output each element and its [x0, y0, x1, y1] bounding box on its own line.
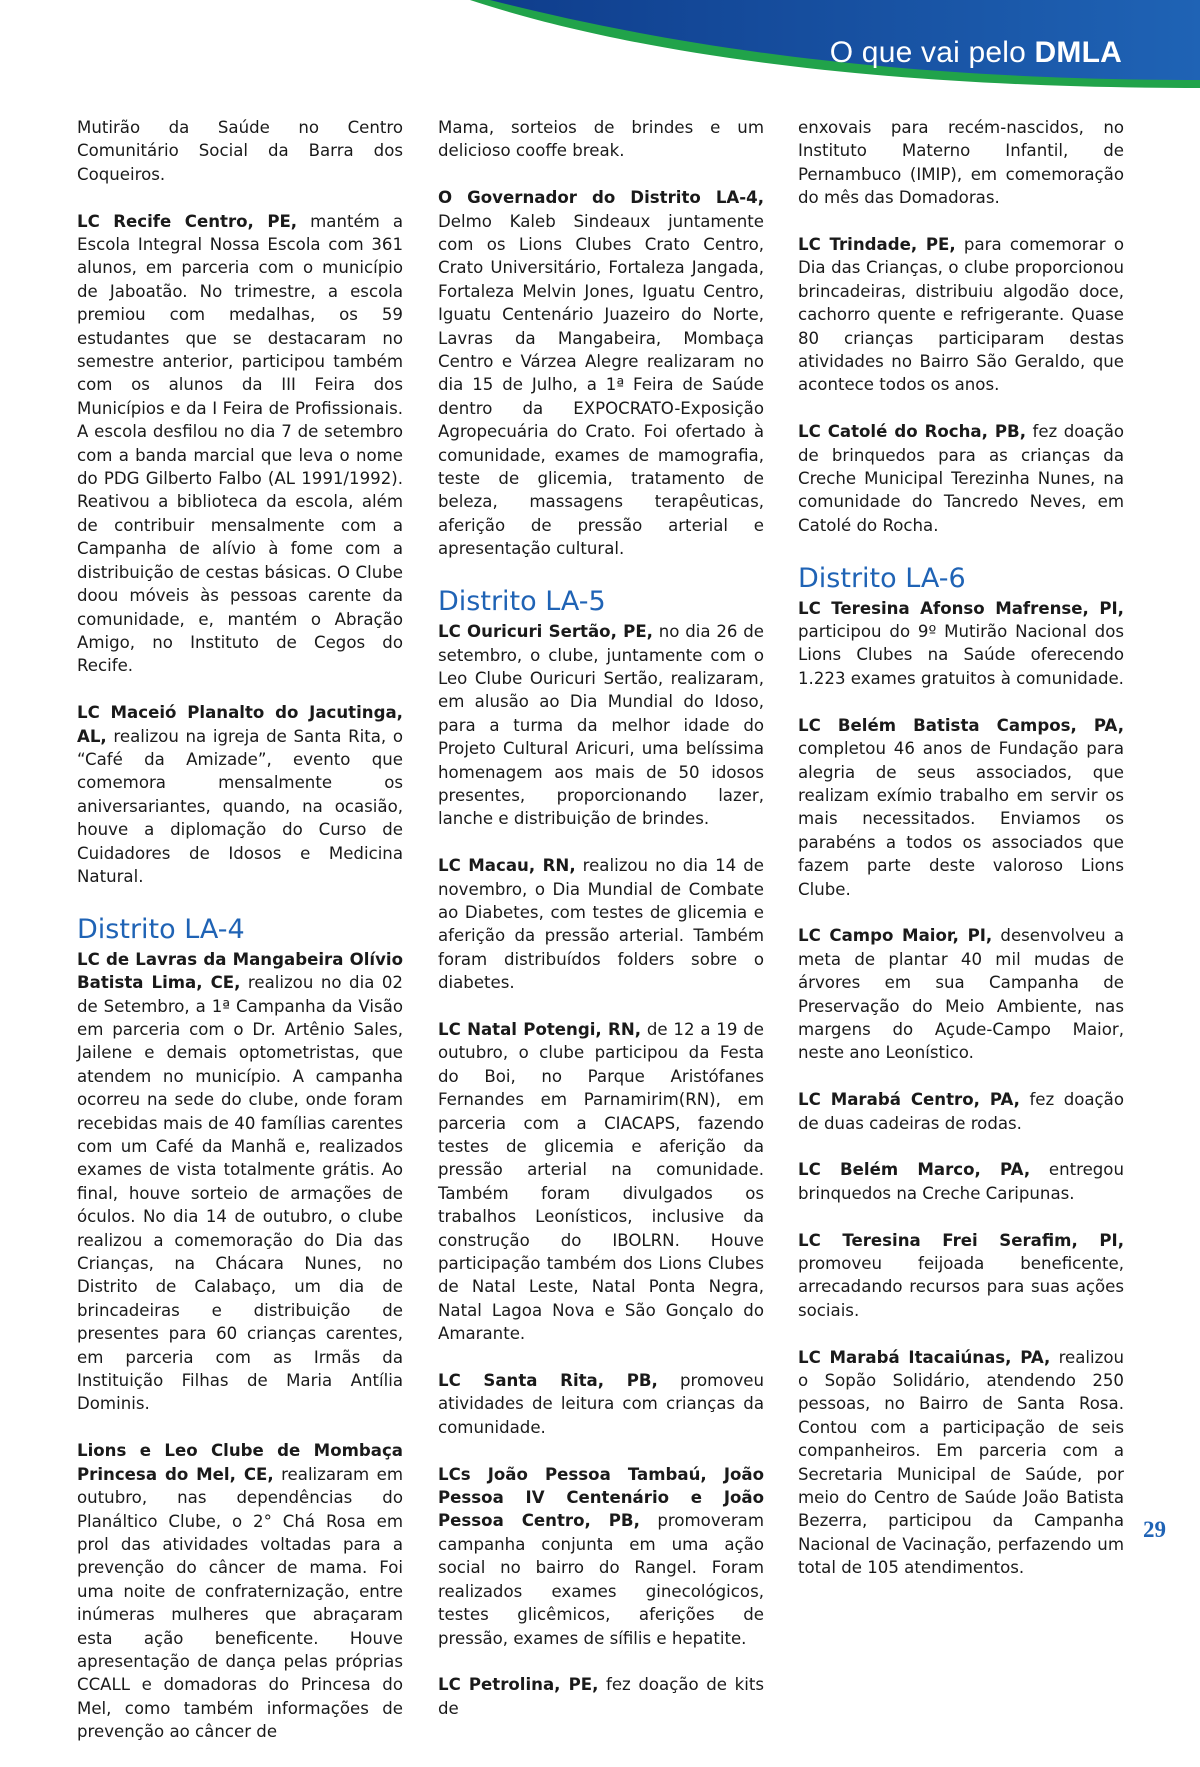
paragraph-text: realizou no dia 02 de Setembro, a 1ª Campanha da Visão em parceria com o Dr. Artênio Sales, Jailene e demais optometristas, que atendem no município. A campanha ocorreu na sede do clube, onde foram recebidas mais de 40 famílias carentes com um Café da Manhã e, realizados exames de vista totalmente grátis. Ao final, houve sorteio de armações de óculos. No dia 14 de outubro, o clube realizou a comemoração do Dia das Crianças, na Chácara Nunes, no Distrito de Calabaço, um dia de brincadeiras e distribuição de presentes para 60 crianças carentes, em parceria com as Irmãs da Instituição Filhas de Maria Antília Dominis.	[77, 973, 403, 1414]
club-name: LC Teresina Afonso Mafrense, PI,	[798, 598, 1124, 618]
article-paragraph	[77, 948, 403, 1416]
club-name: LC Trindade, PE,	[798, 235, 956, 255]
club-name: LC de Lavras da Mangabeira Olívio Batista Lima, CE,	[77, 949, 403, 993]
article-paragraph	[798, 714, 1124, 901]
district-heading: Distrito LA-5	[438, 586, 606, 618]
district-heading: Distrito LA-6	[798, 562, 966, 594]
article-paragraph	[798, 1229, 1124, 1323]
article-paragraph	[438, 1673, 764, 1720]
paragraph-text: realizaram em outubro, nas dependências do Planáltico Clube, o 2° Chá Rosa em prol das atividades voltadas para a prevenção do câncer de mama. Foi uma noite de confraternização, entre inúmeras mulheres que abraçaram esta ação beneficente. Houve apresentação de dança pelas próprias CCALL e domadoras do Princesa do Mel, como também informações de prevenção ao câncer de	[77, 1464, 403, 1742]
paragraph-text: fez doação de kits de	[438, 1675, 764, 1718]
club-name: LC Campo Maior, PI,	[798, 926, 993, 946]
club-name: LC Belém Marco, PA,	[798, 1160, 1031, 1180]
club-name: LC Maceió Planalto do Jacutinga, AL,	[77, 703, 403, 746]
paragraph-text: realizou o Sopão Solidário, atendendo 250 pessoas, no Bairro de Santa Rosa. Contou com a participação de seis companheiros. Em parceria com a Secretaria Municipal de Saúde, por meio do Centro de Saúde João Batista Bezerra, participou da Campanha Nacional de Vacinação, perfazendo um total de 105 atendimentos.	[798, 1347, 1124, 1578]
paragraph-text: fez doação de brinquedos para as crianças da Creche Municipal Terezinha Nunes, na comunidade do Tancredo Neves, em Catolé do Rocha.	[798, 422, 1125, 535]
club-name: LC Catolé do Rocha, PB,	[798, 422, 1027, 442]
paragraph-text: enxovais para recém-nascidos, no Instituto Materno Infantil, de Pernambuco (IMIP), em comemoração do mês das Domadoras.	[798, 118, 1124, 208]
paragraph-text: realizou na igreja de Santa Rita, o “Café da Amizade”, evento que comemora mensalmente os aniversariantes, quando, na ocasião, houve a diplomação do Curso de Cuidadores de Idosos e Medicina Natural.	[77, 726, 403, 886]
club-name: Lions e Leo Clube de Mombaça Princesa do Mel, CE,	[77, 1441, 403, 1484]
paragraph-text: Delmo Kaleb Sindeaux juntamente com os Lions Clubes Crato Centro, Crato Universitário, Fortaleza Jangada, Fortaleza Melvin Jones, Iguatu Centro, Iguatu Centenário Juazeiro do Norte, Lavras da Mangabeira, Mombaça Centro e Várzea Alegre realizaram no dia 15 de Julho, a 1ª Feira de Saúde dentro da EXPOCRATO-Exposição Agropecuária do Crato. Foi ofertado à comunidade, exames de mamografia, teste de glicemia, tratamento de beleza, massagens terapêuticas, aferição de pressão arterial e apresentação cultural.	[438, 211, 764, 559]
article-paragraph	[438, 854, 764, 994]
paragraph-text: entregou brinquedos na Creche Caripunas.	[798, 1160, 1124, 1203]
article-paragraph	[438, 1018, 764, 1346]
article-paragraph	[438, 116, 764, 163]
section-title: O que vai pelo DMLA	[829, 36, 1122, 69]
club-name: LCs João Pessoa Tambaú, João Pessoa IV Centenário e João Pessoa Centro, PB,	[438, 1464, 764, 1531]
paragraph-text: completou 46 anos de Fundação para alegria de seus associados, que realizam exímio trabalho em servir os mais necessitados. Enviamos os parabéns a todos os associados que fazem parte deste valoroso Lions Clube.	[798, 739, 1124, 899]
column-3	[798, 116, 1124, 1603]
paragraph-text: fez doação de duas cadeiras de rodas.	[798, 1090, 1124, 1133]
club-name: LC Recife Centro, PE,	[77, 211, 298, 231]
column-1	[77, 116, 403, 1767]
article-paragraph	[77, 210, 403, 678]
article-paragraph	[798, 116, 1124, 210]
article-paragraph	[438, 1369, 764, 1439]
paragraph-text: promoveram campanha conjunta em uma ação social no bairro do Rangel. Foram realizados exames ginecológicos, testes glicêmicos, aferições de pressão, exames de sífilis e hepatite.	[438, 1511, 765, 1648]
district-heading: Distrito LA-4	[77, 913, 245, 945]
paragraph-text: no dia 26 de setembro, o clube, juntamente com o Leo Clube Ouricuri Sertão, realizaram, em alusão ao Dia Mundial do Idoso, para a turma da melhor idade do Projeto Cultural Aricuri, uma belíssima homenagem aos mais de 50 idosos presentes, proporcionando lazer, lanche e distribuição de brindes.	[438, 622, 765, 829]
column-2	[438, 116, 764, 1744]
paragraph-text: para comemorar o Dia das Crianças, o clube proporcionou brincadeiras, distribuiu algodão doce, cachorro quente e refrigerante. Quase 80 crianças participaram destas atividades no Bairro São Geraldo, que acontece todos os anos.	[798, 235, 1124, 395]
article-paragraph	[798, 1158, 1124, 1205]
article-paragraph	[77, 701, 403, 888]
paragraph-text: desenvolveu a meta de plantar 40 mil mudas de árvores em sua Campanha de Preservação do Meio Ambiente, nas margens do Açude-Campo Maior, neste ano Leonístico.	[798, 926, 1125, 1063]
paragraph-text: promoveu atividades de leitura com crianças da comunidade.	[438, 1371, 765, 1437]
header-banner	[0, 0, 1200, 100]
club-name: LC Ouricuri Sertão, PE,	[438, 622, 653, 642]
paragraph-text: Mutirão da Saúde no Centro Comunitário Social da Barra dos Coqueiros.	[77, 118, 403, 184]
club-name: LC Petrolina, PE,	[438, 1675, 599, 1695]
article-paragraph	[798, 1088, 1124, 1135]
club-name: LC Macau, RN,	[438, 856, 576, 876]
article-paragraph	[798, 597, 1124, 691]
paragraph-text: realizou no dia 14 de novembro, o Dia Mundial de Combate ao Diabetes, com testes de glicemia e aferição da pressão arterial. Também foram distribuídos folders sobre o diabetes.	[438, 856, 764, 993]
club-name: LC Santa Rita, PB,	[438, 1371, 658, 1391]
club-name: LC Natal Potengi, RN,	[438, 1019, 642, 1039]
club-name: O Governador do Distrito LA-4,	[438, 188, 764, 208]
article-paragraph	[438, 1463, 764, 1650]
article-paragraph	[438, 186, 764, 561]
article-paragraph	[798, 420, 1124, 537]
paragraph-text: participou do 9º Mutirão Nacional dos Lions Clubes na Saúde oferecendo 1.223 exames gratuitos à comunidade.	[798, 622, 1124, 688]
article-paragraph	[77, 1439, 403, 1743]
article-paragraph	[77, 116, 403, 186]
article-paragraph	[798, 924, 1124, 1064]
article-paragraph	[438, 620, 764, 831]
club-name: LC Marabá Itacaiúnas, PA,	[798, 1347, 1051, 1367]
club-name: LC Teresina Frei Serafim, PI,	[798, 1230, 1124, 1250]
page-number: 29	[1143, 1517, 1166, 1542]
article-paragraph	[798, 233, 1124, 397]
article-paragraph	[798, 1346, 1124, 1580]
paragraph-text: promoveu feijoada beneficente, arrecadando recursos para suas ações sociais.	[798, 1253, 1124, 1320]
paragraph-text: mantém a Escola Integral Nossa Escola com 361 alunos, em parceria com o município de Jaboatão. No trimestre, a escola premiou com medalhas, os 59 estudantes que se destacaram no semestre anterior, participou também com os alunos da III Feira dos Municípios e da I Feira de Profissionais. A escola desfilou no dia 7 de setembro com a banda marcial que leva o nome do PDG Gilberto Falbo (AL 1991/1992). Reativou a biblioteca da escola, além de contribuir mensalmente com a Campanha de alívio à fome com a distribuição de cestas básicas. O Clube doou móveis às pessoas carente da comunidade, e, mantém o Abração Amigo, no Instituto de Cegos do Recife.	[77, 211, 403, 676]
club-name: LC Belém Batista Campos, PA,	[798, 715, 1124, 735]
paragraph-text: Mama, sorteios de brindes e um delicioso cooffe break.	[438, 118, 764, 161]
paragraph-text: de 12 a 19 de outubro, o clube participou da Festa do Boi, no Parque Aristófanes Fernandes em Parnamirim(RN), em parceria com a CIACAPS, fazendo testes de glicemia e aferição da pressão arterial na comunidade. Também foram divulgados os trabalhos Leonísticos, inclusive da construção do IBOLRN. Houve participação também dos Lions Clubes de Natal Leste, Natal Ponta Negra, Natal Lagoa Nova e São Gonçalo do Amarante.	[438, 1019, 764, 1344]
club-name: LC Marabá Centro, PA,	[798, 1090, 1020, 1110]
